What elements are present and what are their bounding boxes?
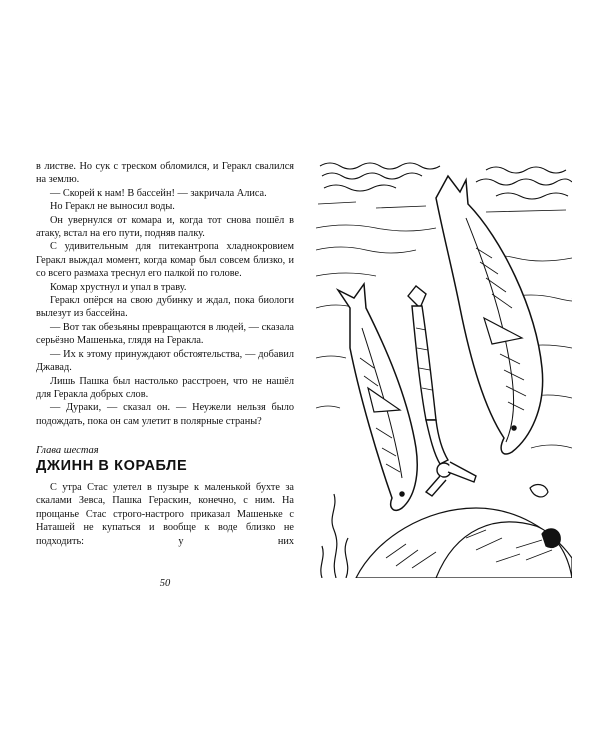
paragraph: С удивительным для питекантропа хладнокровием Геракл выждал момент, когда комар был совсем близко, и со всего размаха треснул его палкой по голове. <box>36 241 294 280</box>
chapter-label: Глава шестая <box>36 445 99 457</box>
paragraph: Комар хрустнул и упал в траву. <box>50 281 187 293</box>
chapter-opening-paragraph: С утра Стас улетел в пузыре к маленькой бухте за скалами Зевса, Пашка Гераскин, конечно, с ним. На прощанье Стас строго-настрого приказал Машеньке с Наташей не купаться и вообще к воде близко не подходить: у них <box>36 481 294 547</box>
paragraph: Но Геракл не выносил воды. <box>50 201 175 213</box>
paragraph: — Дураки, — сказал он. — Неужели нельзя было подождать, пока он сам улетит в полярные страны? <box>36 402 294 427</box>
paragraph: — Скорей к нам! В бассейн! — закричала Алиса. <box>50 187 267 199</box>
paragraph: Лишь Пашка был настолько расстроен, что не нашёл для Геракла добрых слов. <box>36 375 294 400</box>
paragraph: — Их к этому принуждают обстоятельства, — добавил Джавад. <box>36 348 294 374</box>
dolphin-large-icon <box>436 176 543 454</box>
illustration-underwater-dolphins <box>316 158 572 578</box>
paragraph: Геракл опёрся на свою дубинку и ждал, пока биологи вылезут из бассейна. <box>36 295 294 320</box>
chapter-title: ДЖИНН В КОРАБЛЕ <box>36 457 188 474</box>
paragraph-continued: в листве. Но сук с треском обломился, и Геракл свалился на землю. <box>36 161 294 186</box>
page-number: 50 <box>159 578 171 589</box>
illustration-drawing <box>316 158 572 578</box>
paragraph: — Вот так обезьяны превращаются в людей, — сказала серьёзно Машенька, глядя на Геракла. <box>36 321 294 347</box>
text-column <box>36 160 294 548</box>
seaweed-icon <box>321 494 348 578</box>
paragraph: Он увернулся от комара и, когда тот снова пошёл в атаку, встал на его пути, подняв палку. <box>36 214 294 240</box>
seabed-rocks-icon <box>356 485 572 578</box>
dolphin-small-icon <box>338 284 417 510</box>
